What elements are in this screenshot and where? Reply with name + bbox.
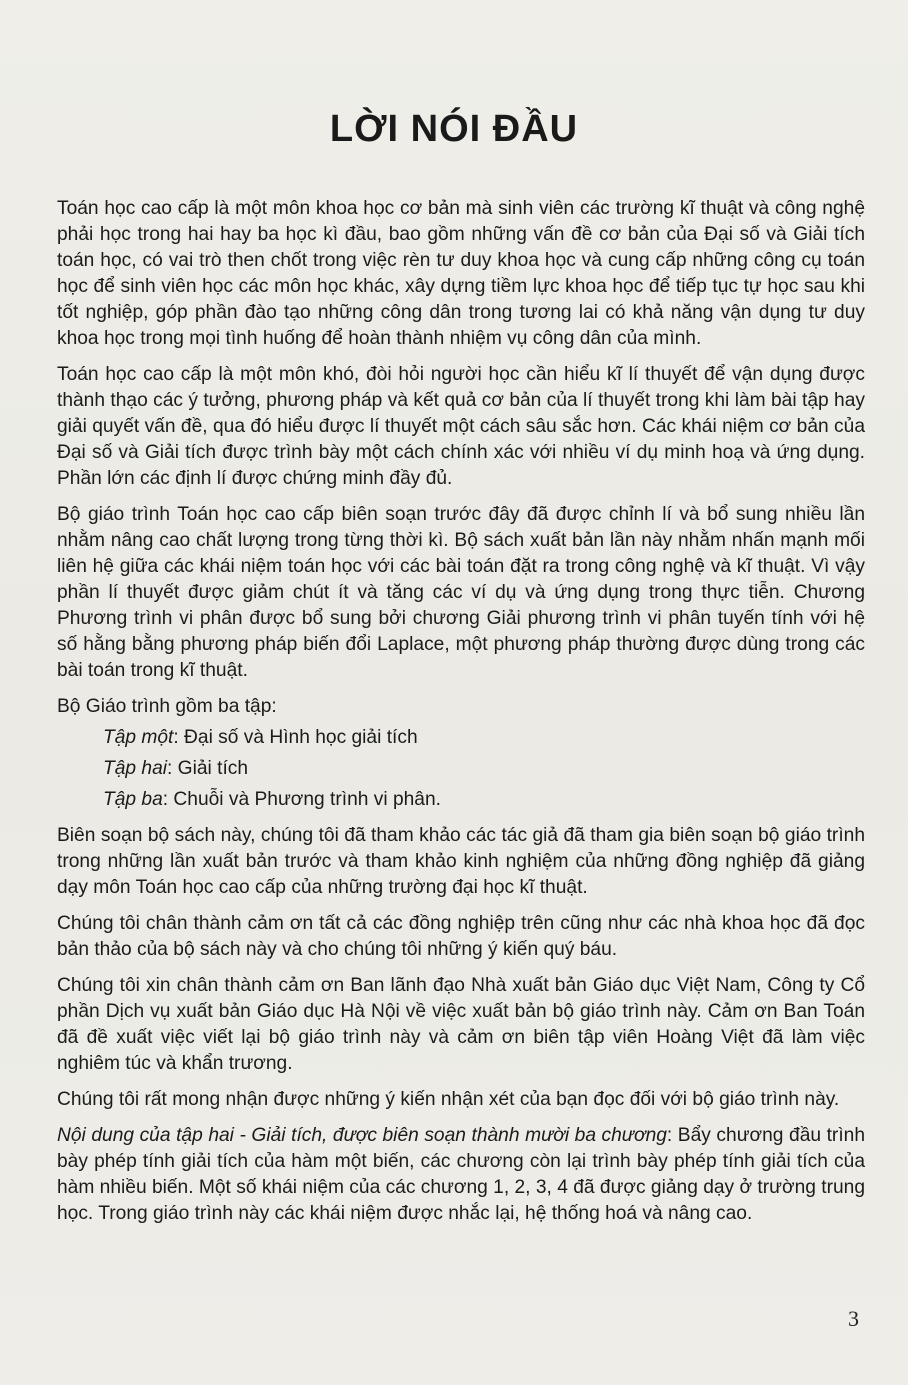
volume-1-name: Tập một (103, 727, 174, 748)
volumes-intro: Bộ Giáo trình gồm ba tập: (57, 696, 277, 717)
preface-body (57, 196, 865, 1237)
paragraph-4-text: Biên soạn bộ sách này, chúng tôi đã tham khảo các tác giả đã tham gia biên soạn bộ giáo trình trong những lần xuất bản trước và tham khảo kinh nghiệm của những đồng nghiệp đã giảng dạy môn Toán học cao cấp của những trường đại học kĩ thuật. (57, 825, 865, 898)
page-number: 3 (848, 1306, 859, 1331)
paragraph-2 (57, 362, 865, 492)
volume-2 (57, 756, 865, 782)
paragraph-5-text: Chúng tôi chân thành cảm ơn tất cả các đồng nghiệp trên cũng như các nhà khoa học đã đọc bản thảo của bộ sách này và cho chúng tôi những ý kiến quý báu. (57, 913, 865, 960)
volume-1 (57, 725, 865, 751)
paragraph-2-text: Toán học cao cấp là một môn khó, đòi hỏi người học cần hiểu kĩ lí thuyết để vận dụng được thành thạo các ý tưởng, phương pháp và kết quả cơ bản của lí thuyết trong khi làm bài tập hay giải quyết vấn đề, qua đó hiểu được lí thuyết một cách sâu sắc hơn. Các khái niệm cơ bản của Đại số và Giải tích được trình bày một cách chính xác với nhiều ví dụ minh hoạ và ứng dụng. Phần lớn các định lí được chứng minh đầy đủ. (57, 364, 865, 489)
paragraph-1-text: Toán học cao cấp là một môn khoa học cơ bản mà sinh viên các trường kĩ thuật và công nghệ phải học trong hai hay ba học kì đầu, bao gồm những vấn đề cơ bản của Đại số và Giải tích toán học, có vai trò then chốt trong việc rèn tư duy khoa học và cung cấp những công cụ toán học để sinh viên học các môn học khác, xây dựng tiềm lực khoa học để tiếp tục tự học sau khi tốt nghiệp, góp phần đào tạo những công dân trong tương lai có khả năng vận dụng tư duy khoa học trong mọi tình huống để hoàn thành nhiệm vụ công dân của mình. (57, 198, 865, 349)
paragraph-8 (57, 1123, 865, 1227)
paragraph-8-italic: Nội dung của tập hai - Giải tích, được biên soạn thành mười ba chương (57, 1125, 667, 1146)
volume-1-title: : Đại số và Hình học giải tích (173, 727, 418, 748)
paragraph-3-text: Bộ giáo trình Toán học cao cấp biên soạn trước đây đã được chỉnh lí và bổ sung nhiều lần nhằm nâng cao chất lượng trong từng thời kì. Bộ sách xuất bản lần này nhằm nhấn mạnh mối liên hệ giữa các khái niệm toán học với các bài toán đặt ra trong công nghệ và kĩ thuật. Vì vậy phần lí thuyết được giảm chút ít và tăng các ví dụ và ứng dụng trong thực tiễn. Chương Phương trình vi phân được bổ sung bởi chương Giải phương trình vi phân tuyến tính với hệ số hằng bằng phương pháp biến đổi Laplace, một phương pháp thường được dùng trong các bài toán trong kĩ thuật. (57, 504, 865, 681)
volume-2-name: Tập hai (103, 758, 167, 779)
paragraph-8-text: : Bẩy chương đầu trình bày phép tính giải tích của hàm một biến, các chương còn lại trình bày phép tính giải tích của hàm nhiều biến. Một số khái niệm của các chương 1, 2, 3, 4 đã được giảng dạy ở trường trung học. Trong giáo trình này các khái niệm được nhắc lại, hệ thống hoá và nâng cao. (57, 1125, 865, 1224)
volume-2-title: : Giải tích (167, 758, 249, 779)
paragraph-4 (57, 823, 865, 901)
paragraph-6-text: Chúng tôi xin chân thành cảm ơn Ban lãnh đạo Nhà xuất bản Giáo dục Việt Nam, Công ty Cổ phần Dịch vụ xuất bản Giáo dục Hà Nội về việc xuất bản bộ giáo trình này. Cảm ơn Ban Toán đã đề xuất việc viết lại bộ giáo trình này và cảm ơn biên tập viên Hoàng Việt đã làm việc nghiêm túc và khẩn trương. (57, 975, 865, 1074)
page-title: LỜI NÓI ĐẦU (329, 108, 579, 150)
volume-3-title: : Chuỗi và Phương trình vi phân. (162, 789, 441, 810)
paragraph-5 (57, 911, 865, 963)
volume-3 (57, 787, 865, 813)
paragraph-7-text: Chúng tôi rất mong nhận được những ý kiến nhận xét của bạn đọc đối với bộ giáo trình này. (57, 1089, 840, 1110)
paragraph-1 (57, 196, 865, 352)
paragraph-6 (57, 973, 865, 1077)
volume-3-name: Tập ba (103, 789, 163, 810)
paragraph-7 (57, 1087, 865, 1113)
paragraph-3 (57, 502, 865, 684)
